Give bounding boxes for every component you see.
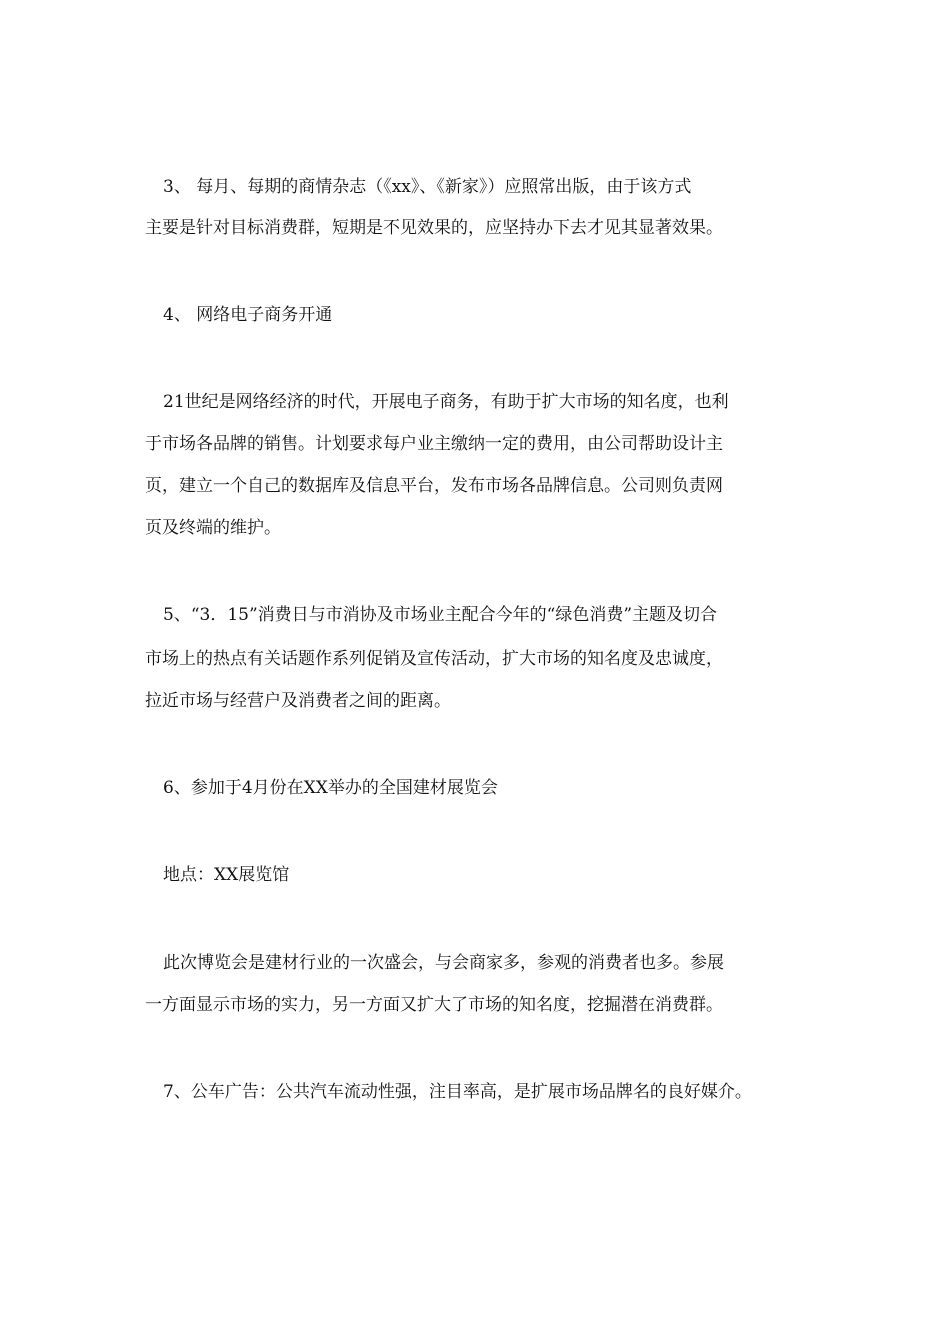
text-line: 21世纪是网络经济的时代，开展电子商务，有助于扩大市场的知名度，也利 xyxy=(163,392,729,412)
text-line: 此次博览会是建材行业的一次盛会，与会商家多，参观的消费者也多。参展 xyxy=(163,953,724,973)
text-line: 地点：XX展览馆 xyxy=(163,865,290,885)
text-line: 拉近市场与经营户及消费者之间的距离。 xyxy=(145,691,451,711)
text-line: 4、 网络电子商务开通 xyxy=(163,305,333,325)
text-line: 主要是针对目标消费群，短期是不见效果的，应坚持办下去才见其显著效果。 xyxy=(145,218,723,238)
text-line: 5、“3．15”消费日与市消协及市场业主配合今年的“绿色消费”主题及切合 xyxy=(163,605,718,625)
text-line: 7、公车广告：公共汽车流动性强，注目率高，是扩展市场品牌名的良好媒介。 xyxy=(163,1082,752,1102)
text-line: 于市场各品牌的销售。计划要求每户业主缴纳一定的费用，由公司帮助设计主 xyxy=(145,434,723,454)
text-line: 一方面显示市场的实力，另一方面又扩大了市场的知名度，挖掘潜在消费群。 xyxy=(145,995,723,1015)
text-line: 3、 每月、每期的商情杂志（《xx》、《新家》）应照常出版，由于该方式 xyxy=(163,177,692,197)
text-line: 6、参加于4月份在XX举办的全国建材展览会 xyxy=(163,778,498,798)
text-line: 市场上的热点有关话题作系列促销及宣传活动，扩大市场的知名度及忠诚度， xyxy=(145,649,723,669)
text-line: 页及终端的维护。 xyxy=(145,518,281,538)
text-line: 页，建立一个自己的数据库及信息平台，发布市场各品牌信息。公司则负责网 xyxy=(145,476,723,496)
